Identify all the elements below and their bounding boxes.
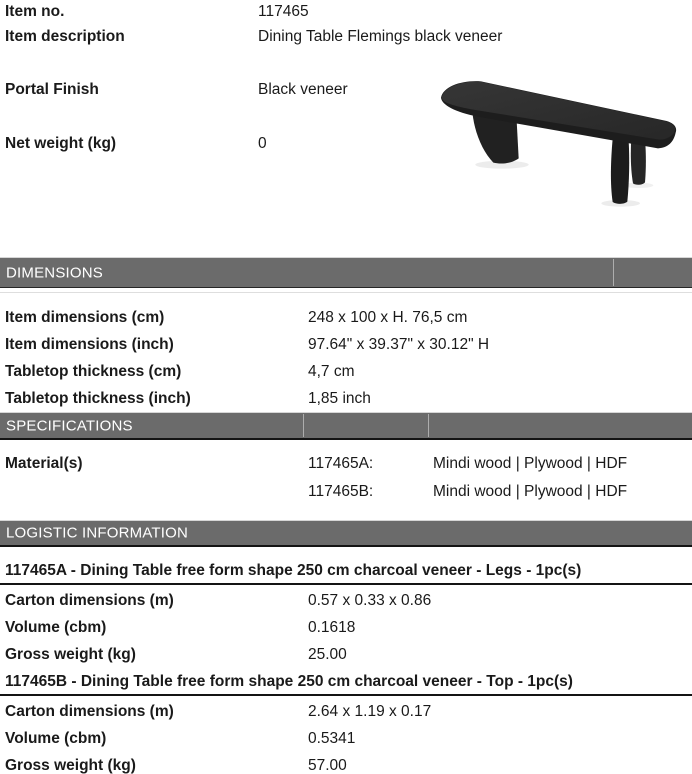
logistic-row [0, 701, 692, 723]
logistic-label: Carton dimensions (m) [5, 592, 174, 609]
column-divider [428, 414, 429, 437]
dimension-label: Item dimensions (cm) [5, 309, 165, 326]
materials-label: Material(s) [5, 455, 83, 472]
material-item-code: 117465B: [308, 483, 374, 500]
logistic-label: Carton dimensions (m) [5, 703, 174, 720]
logistic-value: 57.00 [308, 757, 347, 774]
logistic-subheader-117465A [0, 558, 692, 585]
dimension-label: Tabletop thickness (inch) [5, 390, 191, 407]
dimension-value: 1,85 inch [308, 390, 371, 407]
material-value: Mindi wood | Plywood | HDF [433, 483, 628, 500]
logistic-label: Gross weight (kg) [5, 646, 136, 663]
section-header-dimensions [0, 257, 692, 288]
info-value: 0 [258, 135, 267, 152]
column-divider [613, 259, 614, 286]
info-row-item-no [0, 1, 692, 23]
logistic-value: 25.00 [308, 646, 347, 663]
logistic-value: 0.1618 [308, 619, 356, 636]
material-value: Mindi wood | Plywood | HDF [433, 455, 628, 472]
logistic-value: 0.57 x 0.33 x 0.86 [308, 592, 432, 609]
dimension-value: 248 x 100 x H. 76,5 cm [308, 309, 468, 326]
dimension-row [0, 307, 692, 329]
logistic-row [0, 755, 692, 774]
logistic-row [0, 644, 692, 666]
column-divider [303, 414, 304, 437]
dimension-label: Tabletop thickness (cm) [5, 363, 182, 380]
info-value: Black veneer [258, 81, 348, 98]
divider-line [0, 292, 692, 293]
logistic-value: 2.64 x 1.19 x 0.17 [308, 703, 432, 720]
info-label: Net weight (kg) [5, 135, 117, 152]
product-image-dining-table [416, 66, 692, 218]
info-label: Item description [5, 28, 125, 45]
table-leg-right-front [611, 139, 629, 204]
logistic-subheader-text: 117465B - Dining Table free form shape 250 cm charcoal veneer - Top - 1pc(s) [5, 673, 573, 690]
section-header-specifications [0, 412, 692, 440]
logistic-value: 0.5341 [308, 730, 356, 747]
dimension-label: Item dimensions (inch) [5, 336, 174, 353]
logistic-subheader-117465B [0, 669, 692, 696]
info-label: Item no. [5, 3, 65, 20]
logistic-row [0, 728, 692, 750]
info-row-item-description [0, 26, 692, 48]
logistic-row [0, 617, 692, 639]
info-label: Portal Finish [5, 81, 99, 98]
material-row [0, 481, 692, 503]
section-header-logistic-information [0, 520, 692, 547]
dimension-value: 4,7 cm [308, 363, 355, 380]
dimension-value: 97.64" x 39.37" x 30.12" H [308, 336, 490, 353]
section-title: LOGISTIC INFORMATION [6, 524, 189, 542]
logistic-label: Gross weight (kg) [5, 757, 136, 774]
logistic-label: Volume (cbm) [5, 619, 107, 636]
section-title: DIMENSIONS [6, 264, 104, 281]
dimension-row [0, 334, 692, 356]
dimension-row [0, 361, 692, 383]
logistic-label: Volume (cbm) [5, 730, 107, 747]
section-title: SPECIFICATIONS [6, 417, 133, 434]
info-value: 117465 [258, 3, 309, 20]
info-value: Dining Table Flemings black veneer [258, 28, 503, 45]
logistic-subheader-text: 117465A - Dining Table free form shape 250 cm charcoal veneer - Legs - 1pc(s) [5, 562, 582, 579]
material-item-code: 117465A: [308, 455, 374, 472]
dimension-row [0, 388, 692, 410]
material-row [0, 453, 692, 475]
logistic-row [0, 590, 692, 612]
